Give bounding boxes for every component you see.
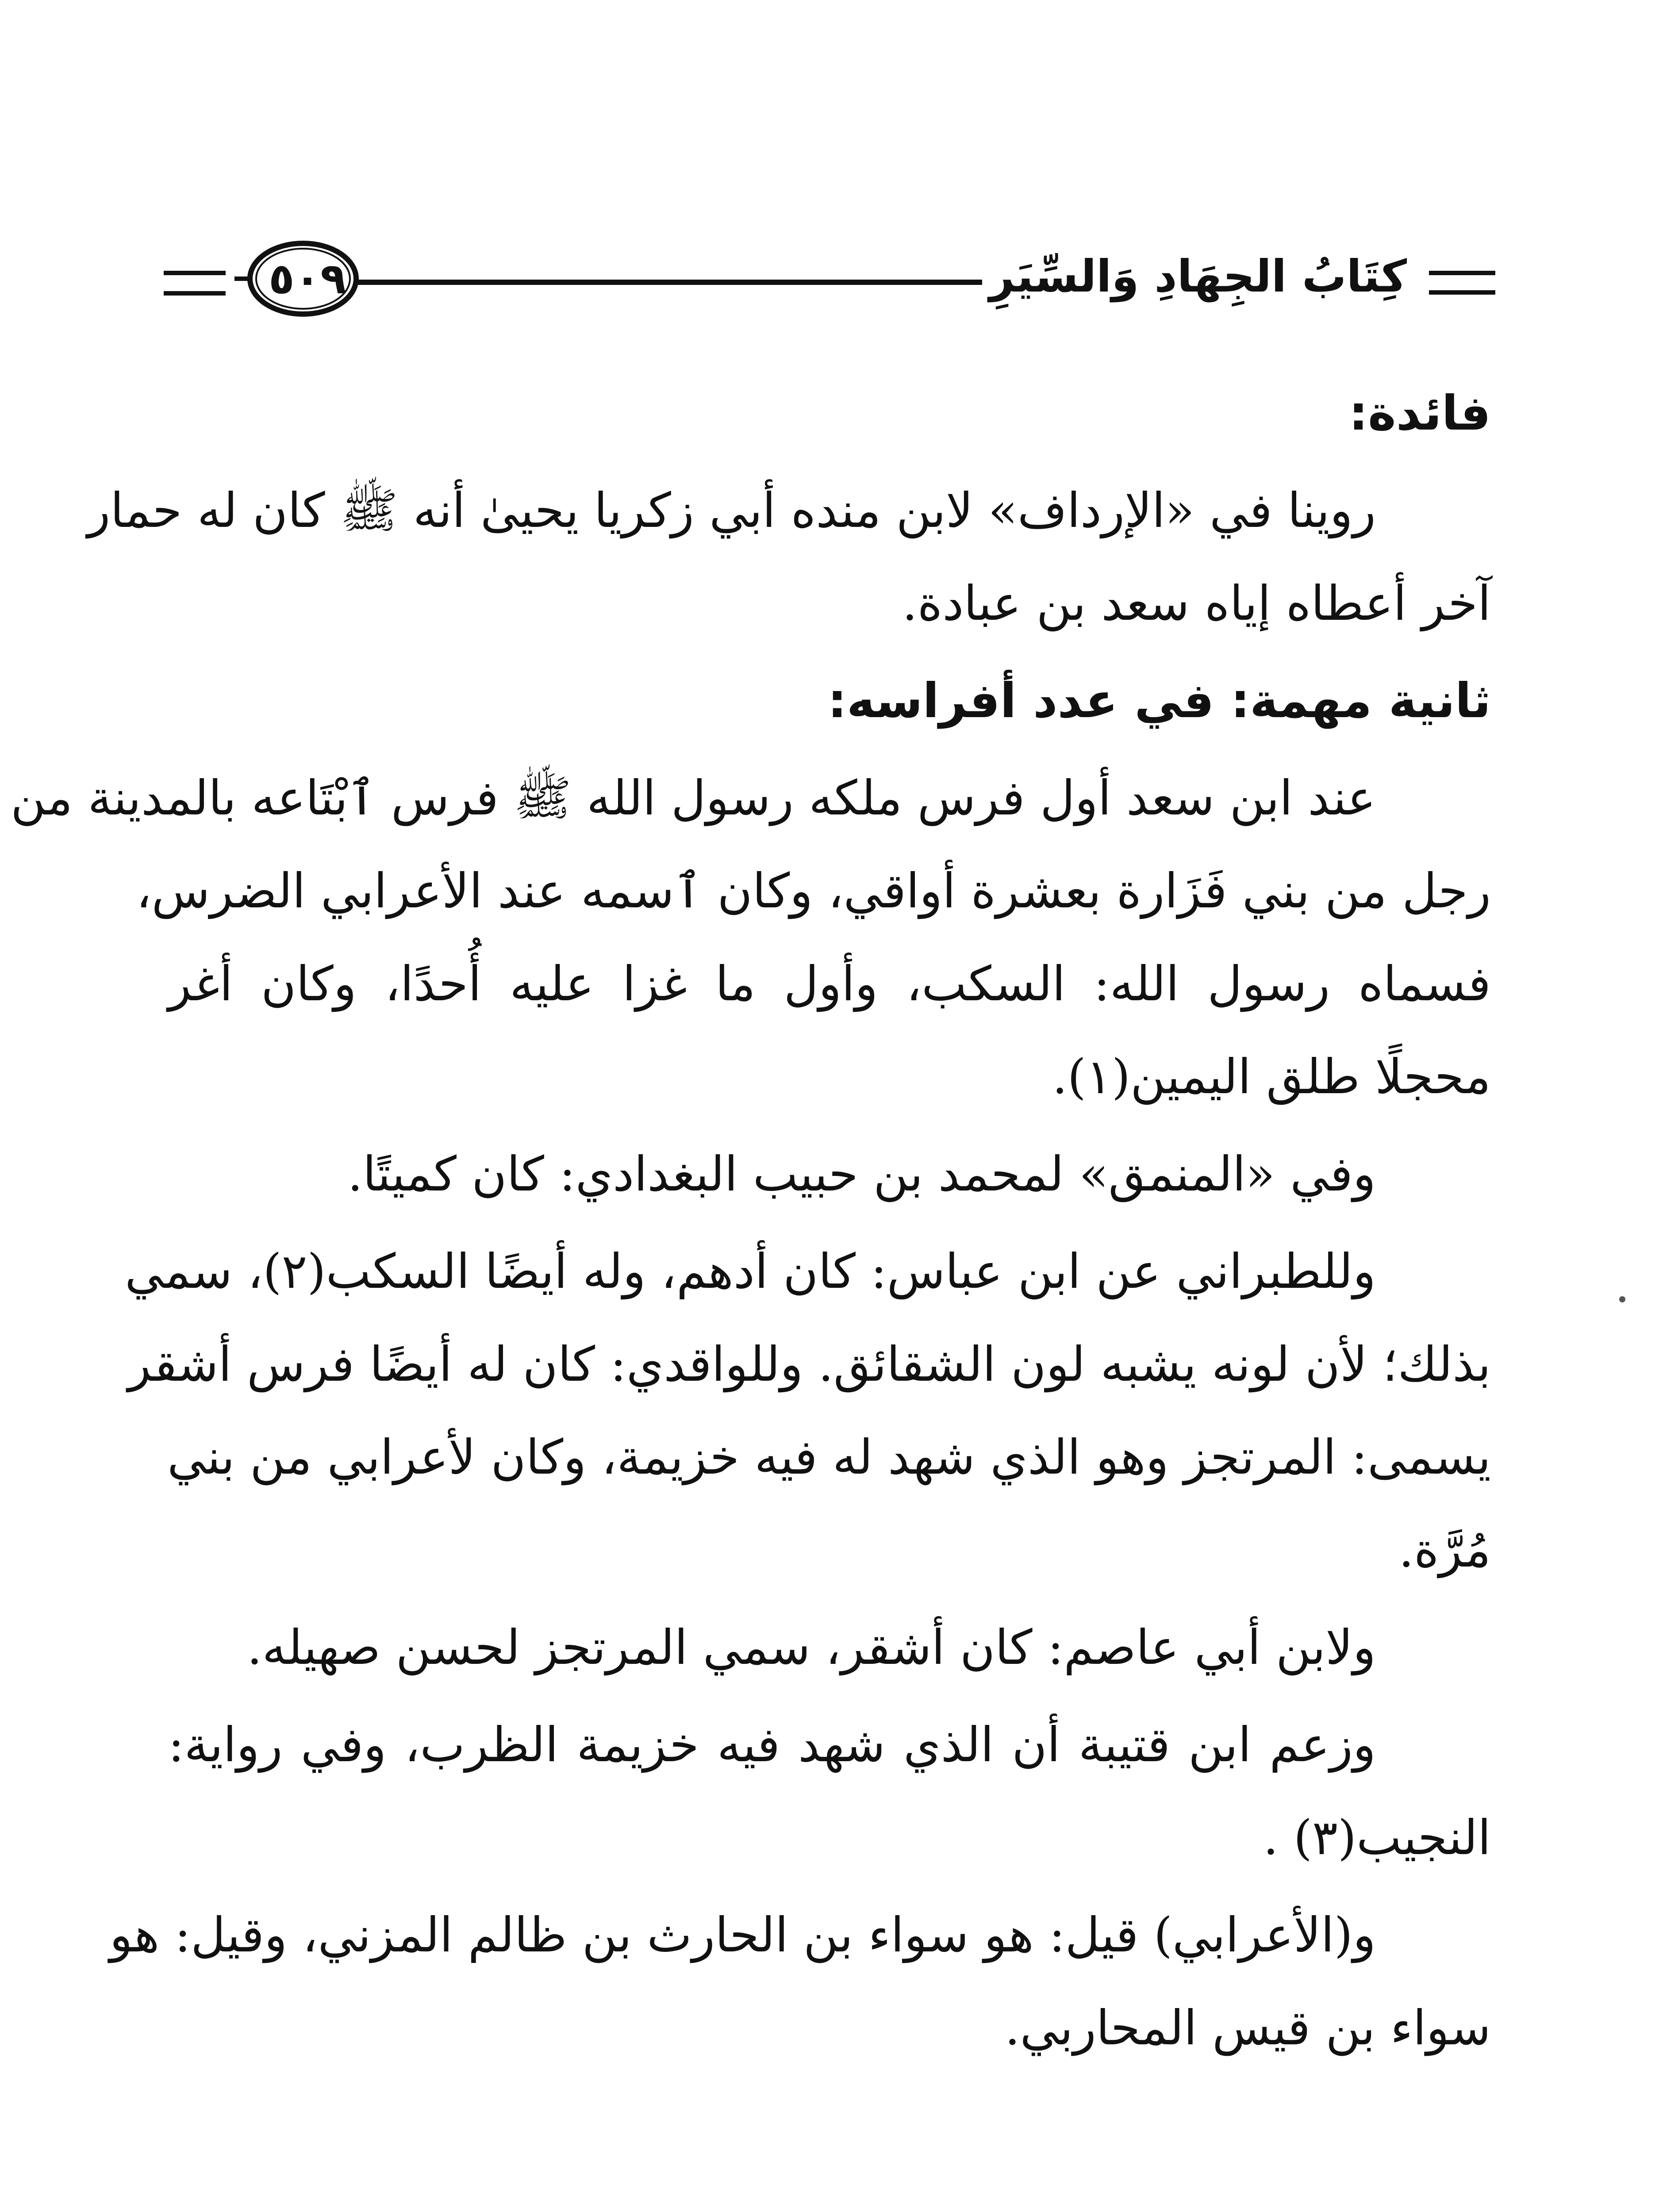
- paragraph-line: وفي «المنمق» لمحمد بن حبيب البغدادي: كان كميتًا.: [347, 1147, 1376, 1202]
- paragraph-line: وزعم ابن قتيبة أن الذي شهد فيه خزيمة الظرب، وفي رواية:: [168, 1717, 1376, 1773]
- running-header: [164, 221, 1495, 349]
- paragraph-line: سواء بن قيس المحاربي.: [1005, 2001, 1491, 2056]
- header-rule-middle: [354, 280, 982, 285]
- paragraph-line: محجلًا طلق اليمين(١).: [1052, 1049, 1491, 1105]
- paragraph-line: ولابن أبي عاصم: كان أشقر، سمي المرتجز لحسن صهيله.: [247, 1620, 1376, 1675]
- section-heading-horses: ثانية مهمة: في عدد أفراسه:: [827, 673, 1491, 729]
- paragraph-line: يسمى: المرتجز وهو الذي شهد له فيه خزيمة، وكان لأعرابي من بني: [167, 1430, 1491, 1485]
- paragraph-line: فسماه رسول الله: السكب، وأول ما غزا عليه أُحدًا، وكان أغر: [168, 956, 1491, 1012]
- paragraph-line: بذلك؛ لأن لونه يشبه لون الشقائق. وللواقدي: كان له أيضًا فرس أشقر: [127, 1337, 1491, 1392]
- chapter-title: كِتَابُ الجِهَادِ وَالسِّيَرِ: [989, 250, 1407, 302]
- header-rule-left-bottom: [164, 291, 226, 296]
- section-heading-fayda: فائدة:: [1348, 386, 1491, 441]
- paragraph-line: روينا في «الإرداف» لابن منده أبي زكريا يحيىٰ أنه ﷺ كان له حمار: [87, 483, 1376, 538]
- header-rule-left-top: [164, 271, 226, 275]
- paragraph-line: و(الأعرابي) قيل: هو سواء بن الحارث بن ظالم المزني، وقيل: هو: [109, 1908, 1376, 1963]
- scan-speck: [1619, 1296, 1625, 1302]
- page-number: ٥٠٩: [269, 254, 346, 303]
- paragraph-line: آخر أعطاه إياه سعد بن عبادة.: [902, 576, 1491, 631]
- paragraph-line: مُرَّة.: [1398, 1523, 1491, 1578]
- paragraph-line: النجيب(٣) .: [1263, 1810, 1491, 1866]
- paragraph-line: رجل من بني فَزَارة بعشرة أواقي، وكان ٱسمه عند الأعرابي الضرس،: [136, 864, 1491, 919]
- paragraph-line: عند ابن سعد أول فرس ملكه رسول الله ﷺ فرس ٱبْتَاعه بالمدينة من: [11, 771, 1376, 826]
- header-rule-right-top: [1429, 271, 1495, 275]
- header-rule-right-bottom: [1429, 290, 1495, 295]
- paragraph-line: وللطبراني عن ابن عباس: كان أدهم، وله أيضًا السكب(٢)، سمي: [125, 1244, 1376, 1299]
